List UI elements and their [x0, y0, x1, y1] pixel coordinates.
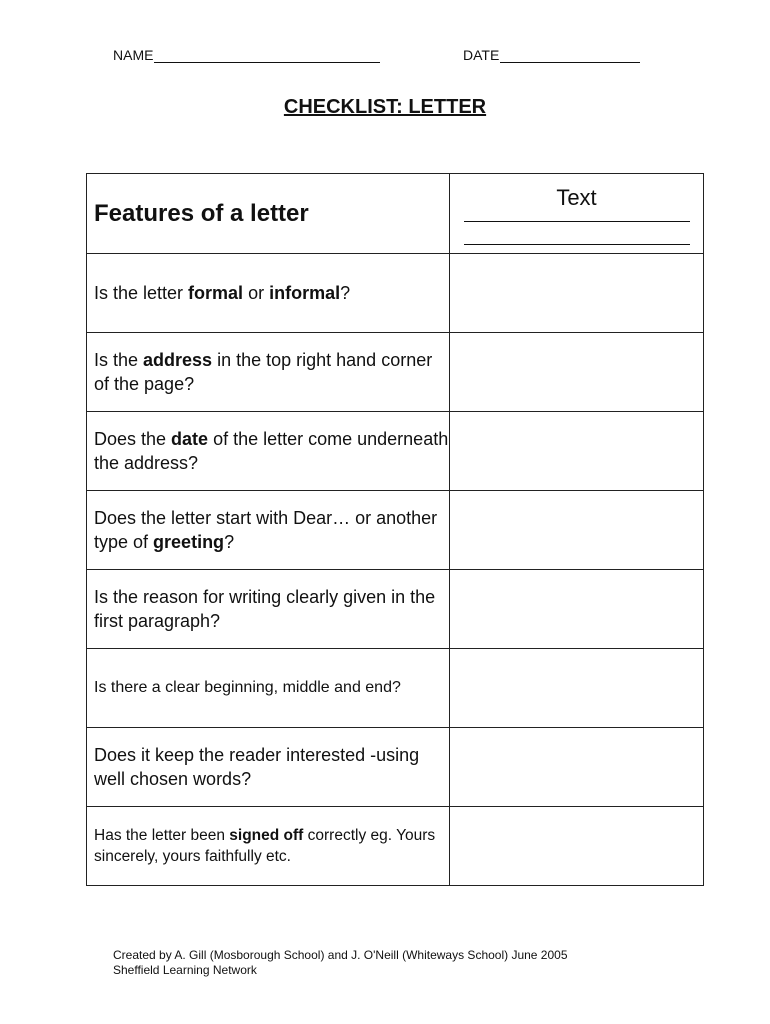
text-blank-line[interactable]: [464, 221, 690, 222]
answer-cell[interactable]: [450, 728, 704, 807]
answer-cell[interactable]: [450, 254, 704, 333]
answer-cell[interactable]: [450, 570, 704, 649]
question-text: Does the: [94, 429, 172, 449]
footer-network: Sheffield Learning Network: [113, 963, 257, 977]
table-row: [87, 412, 704, 491]
name-blank-line[interactable]: [154, 48, 380, 63]
name-label: NAME: [113, 47, 154, 63]
date-field[interactable]: [463, 47, 640, 63]
checklist-question: [87, 491, 450, 570]
checklist-question: [87, 412, 450, 491]
text-header-label: Text: [556, 184, 597, 210]
checklist-question: [87, 728, 450, 807]
answer-cell[interactable]: [450, 491, 704, 570]
question-text: of the letter come underneath the address?: [94, 429, 449, 473]
question-text: Is there a clear beginning, middle and end?: [94, 679, 401, 696]
question-keyword: signed off: [229, 827, 304, 844]
table-row: [87, 570, 704, 649]
table-row: [87, 807, 704, 886]
answer-cell[interactable]: [450, 412, 704, 491]
table-row: [87, 333, 704, 412]
question-keyword: greeting: [153, 532, 225, 552]
question-text: Has the letter been: [94, 827, 230, 844]
text-blank-line[interactable]: [464, 244, 690, 245]
name-field[interactable]: [113, 47, 380, 63]
question-text: correctly eg. Yours sincerely, yours faithfully etc.: [94, 827, 436, 865]
checklist-question: [87, 807, 450, 886]
question-text: in the top right hand corner of the page?: [94, 350, 433, 394]
table-row: [87, 649, 704, 728]
question-text: ?: [340, 283, 351, 303]
question-text: ?: [224, 532, 235, 552]
table-row: [87, 728, 704, 807]
table-row: [87, 254, 704, 333]
checklist-table: [86, 173, 704, 886]
table-row: [87, 491, 704, 570]
checklist-question: [87, 570, 450, 649]
footer: [113, 948, 568, 978]
answer-cell[interactable]: [450, 807, 704, 886]
footer-credit: Created by A. Gill (Mosborough School) and J. O'Neill (Whiteways School) June 2005: [113, 948, 568, 962]
question-keyword: formal: [188, 283, 244, 303]
question-text: Is the letter: [94, 283, 189, 303]
question-keyword: address: [143, 350, 213, 370]
text-header-cell[interactable]: [450, 174, 704, 254]
date-label: DATE: [463, 47, 500, 63]
question-text: Does the letter start with Dear… or another type of: [94, 508, 438, 552]
table-header-row: [87, 174, 704, 254]
question-text: or: [243, 283, 270, 303]
checklist-question: [87, 333, 450, 412]
date-blank-line[interactable]: [500, 48, 640, 63]
question-text: Does it keep the reader interested -using well chosen words?: [94, 745, 420, 789]
page-title: CHECKLIST: LETTER: [283, 96, 487, 118]
question-text: Is the: [94, 350, 144, 370]
answer-cell[interactable]: [450, 649, 704, 728]
question-text: Is the reason for writing clearly given in the first paragraph?: [94, 587, 436, 631]
answer-cell[interactable]: [450, 333, 704, 412]
question-keyword: informal: [269, 283, 341, 303]
features-header: Features of a letter: [87, 174, 450, 254]
checklist-question: [87, 649, 450, 728]
checklist-question: [87, 254, 450, 333]
question-keyword: date: [171, 429, 209, 449]
